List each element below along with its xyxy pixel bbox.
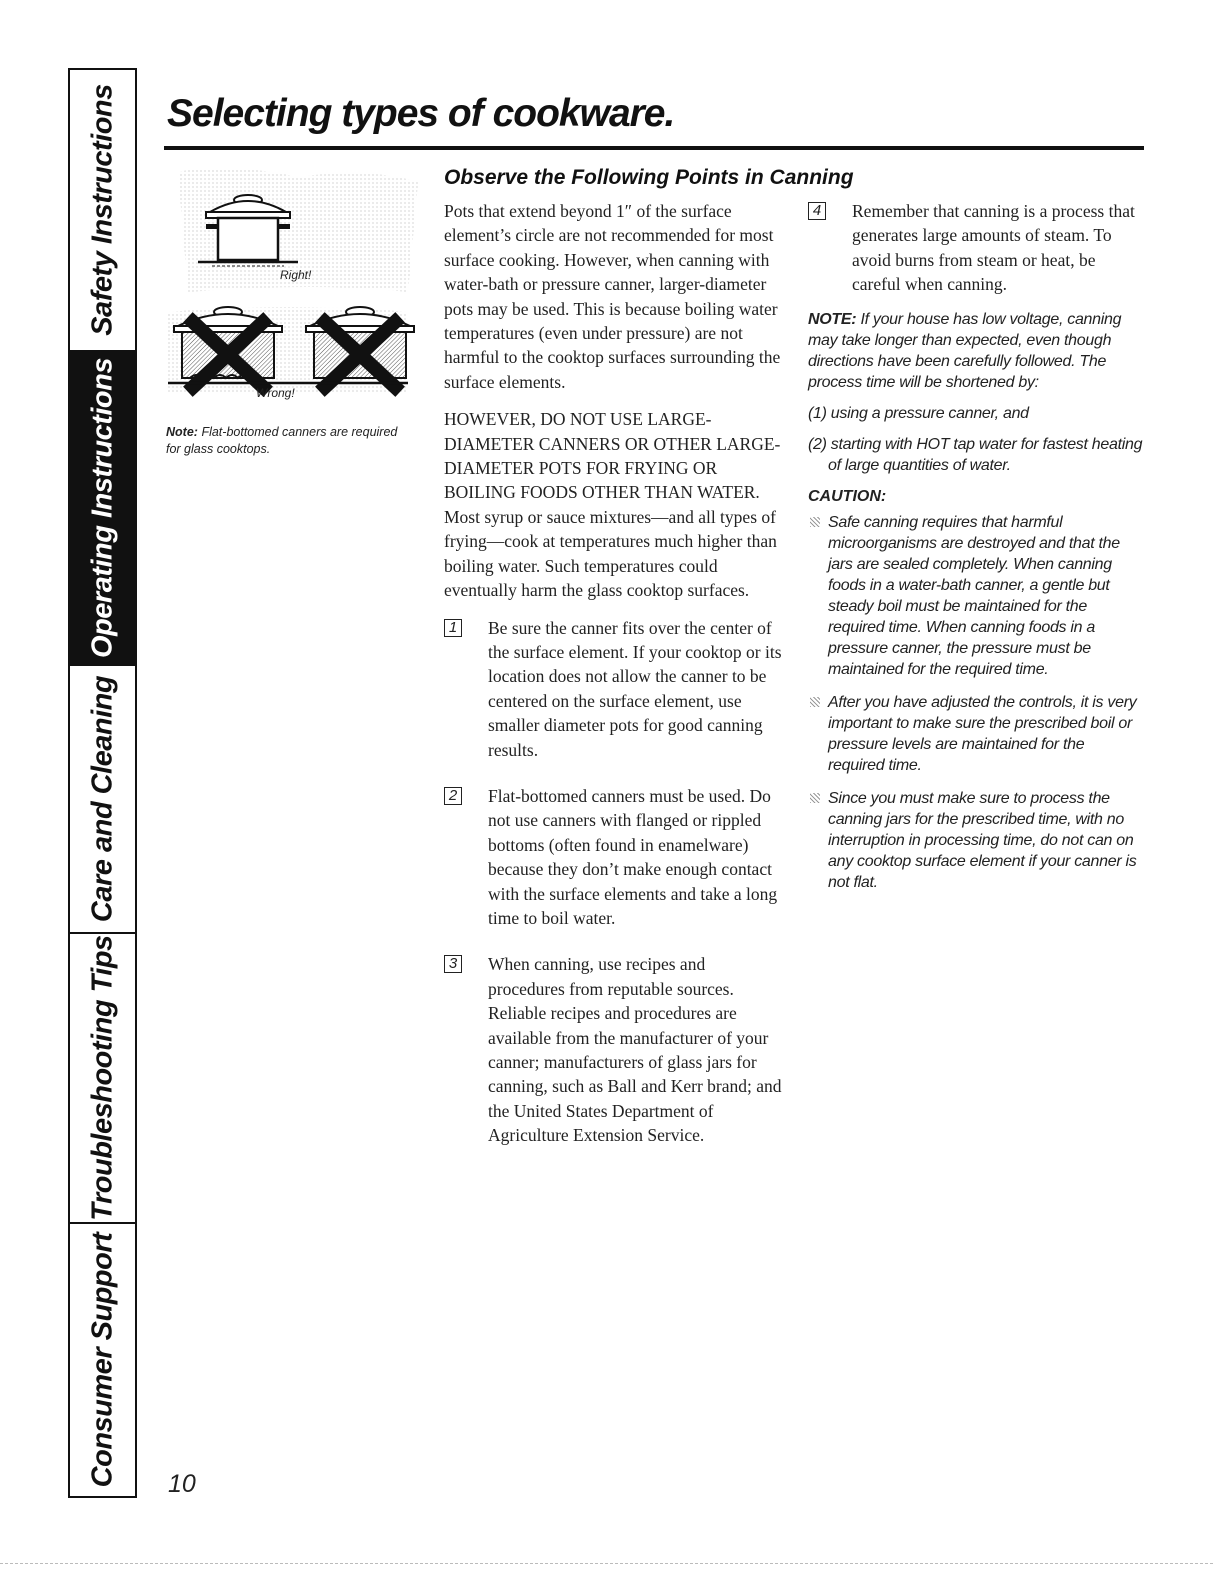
bullet-text: Since you must make sure to process the canning jars for the prescribed time, with no interruption in processing time, do not can on any cooktop surface element if your canner is not flat.	[828, 789, 1137, 891]
item-number: 3	[444, 955, 462, 973]
tab-label: Consumer Support	[86, 1232, 118, 1488]
page-title: Selecting types of cookware.	[167, 92, 675, 135]
tab-label: Care and Cleaning	[86, 675, 118, 923]
paragraph-warning: HOWEVER, DO NOT USE LARGE-DIAMETER CANNERS OR OTHER LARGE-DIAMETER POTS FOR FRYING OR BOILING FOODS OTHER THAN WATER. Most syrup or sauce mixtures—and all types of frying—cook at temperatures much higher than boiling water. Such temperatures could eventually harm the glass cooktop surfaces.	[444, 409, 781, 601]
page-edge-divider	[0, 1563, 1213, 1565]
item-number: 2	[444, 787, 462, 805]
wrong-pot-wide-icon	[174, 307, 282, 387]
tab-label: Troubleshooting Tips	[86, 935, 118, 1221]
bullet-icon	[810, 793, 820, 803]
item-text: Be sure the canner fits over the center of the surface element. If your cooktop or its location does not allow the canner to be centered on the surface element, use smaller diameter pots for good canning results.	[488, 617, 782, 760]
item-number: 1	[444, 619, 462, 637]
tab-operating-instructions[interactable]	[70, 352, 135, 666]
note-body: If your house has low voltage, canning may take longer than expected, even though directions have been carefully followed. The process time will be shortened by:	[808, 310, 1122, 391]
wrong-pot-flanged-icon	[306, 307, 414, 387]
canning-points-column	[444, 199, 782, 1170]
bullet-text: Safe canning requires that harmful microorganisms are destroyed and that the jars are sealed completely. When canning foods in a water-bath canner, a gentle but steady boil must be maintained for the required time. When canning foods in a pressure canner, the pressure must be maintained for the required time.	[828, 513, 1120, 678]
note-list-item: (1) using a pressure canner, and	[808, 404, 1029, 422]
note-label: NOTE:	[808, 310, 857, 328]
list-item	[444, 616, 782, 762]
bullet-text: After you have adjusted the controls, it is very important to make sure the prescribed boil or pressure levels are maintained for the required time.	[828, 693, 1137, 774]
title-rule	[164, 146, 1144, 150]
tab-care-and-cleaning[interactable]	[70, 666, 135, 934]
paragraph-large-pots: Pots that extend beyond 1″ of the surface element’s circle are not recommended for most surface cooking. However, when canning with water-bath or pressure canner, larger-diameter pots may be used. This is because boiling water temperatures (even under pressure) are not harmful to the cooktop surfaces surrounding the surface elements.	[444, 201, 781, 392]
item-text: Flat-bottomed canners must be used. Do not use canners with flanged or rippled bottoms (often found in enamelware) because they don’t make enough contact with the surface elements and take a long time to boil water.	[488, 785, 778, 928]
item-text: When canning, use recipes and procedures from reputable sources. Reliable recipes and procedures are available from the manufacturer of your canner; manufacturers of glass jars for canning, such as Ball and Kerr brand; and the United States Department of Agriculture Extension Service.	[488, 954, 782, 1146]
bullet-icon	[810, 697, 820, 707]
caution-bullet	[808, 512, 1143, 680]
section-tab-bar	[68, 68, 137, 1498]
voltage-note	[808, 309, 1143, 393]
wrong-label: Wrong!	[256, 386, 295, 400]
tab-consumer-support[interactable]	[70, 1224, 135, 1496]
caution-bullet	[808, 692, 1143, 776]
list-item	[444, 784, 782, 930]
section-heading: Observe the Following Points in Canning	[444, 166, 854, 189]
illustration-note	[166, 424, 406, 458]
list-item	[444, 952, 782, 1147]
tab-label: Operating Instructions	[86, 358, 118, 658]
tab-troubleshooting-tips[interactable]	[70, 934, 135, 1224]
item-number: 4	[808, 202, 826, 220]
caution-heading: CAUTION:	[808, 487, 887, 505]
caution-bullet	[808, 788, 1143, 893]
list-item	[808, 199, 1143, 297]
tab-safety-instructions[interactable]	[70, 70, 135, 352]
right-column	[808, 199, 1143, 905]
item-text: Remember that canning is a process that generates large amounts of steam. To avoid burns from steam or heat, be careful when canning.	[852, 201, 1135, 295]
canner-illustration	[168, 162, 438, 412]
note-prefix: Note:	[166, 425, 198, 439]
bullet-icon	[810, 517, 820, 527]
page-number: 10	[168, 1470, 196, 1498]
note-list-item: (2) starting with HOT tap water for fastest heating of large quantities of water.	[808, 435, 1143, 474]
right-label: Right!	[280, 268, 312, 282]
tab-label: Safety Instructions	[86, 84, 118, 336]
cookware-diagram	[168, 162, 438, 412]
note-text: Flat-bottomed canners are required for glass cooktops.	[166, 425, 398, 456]
